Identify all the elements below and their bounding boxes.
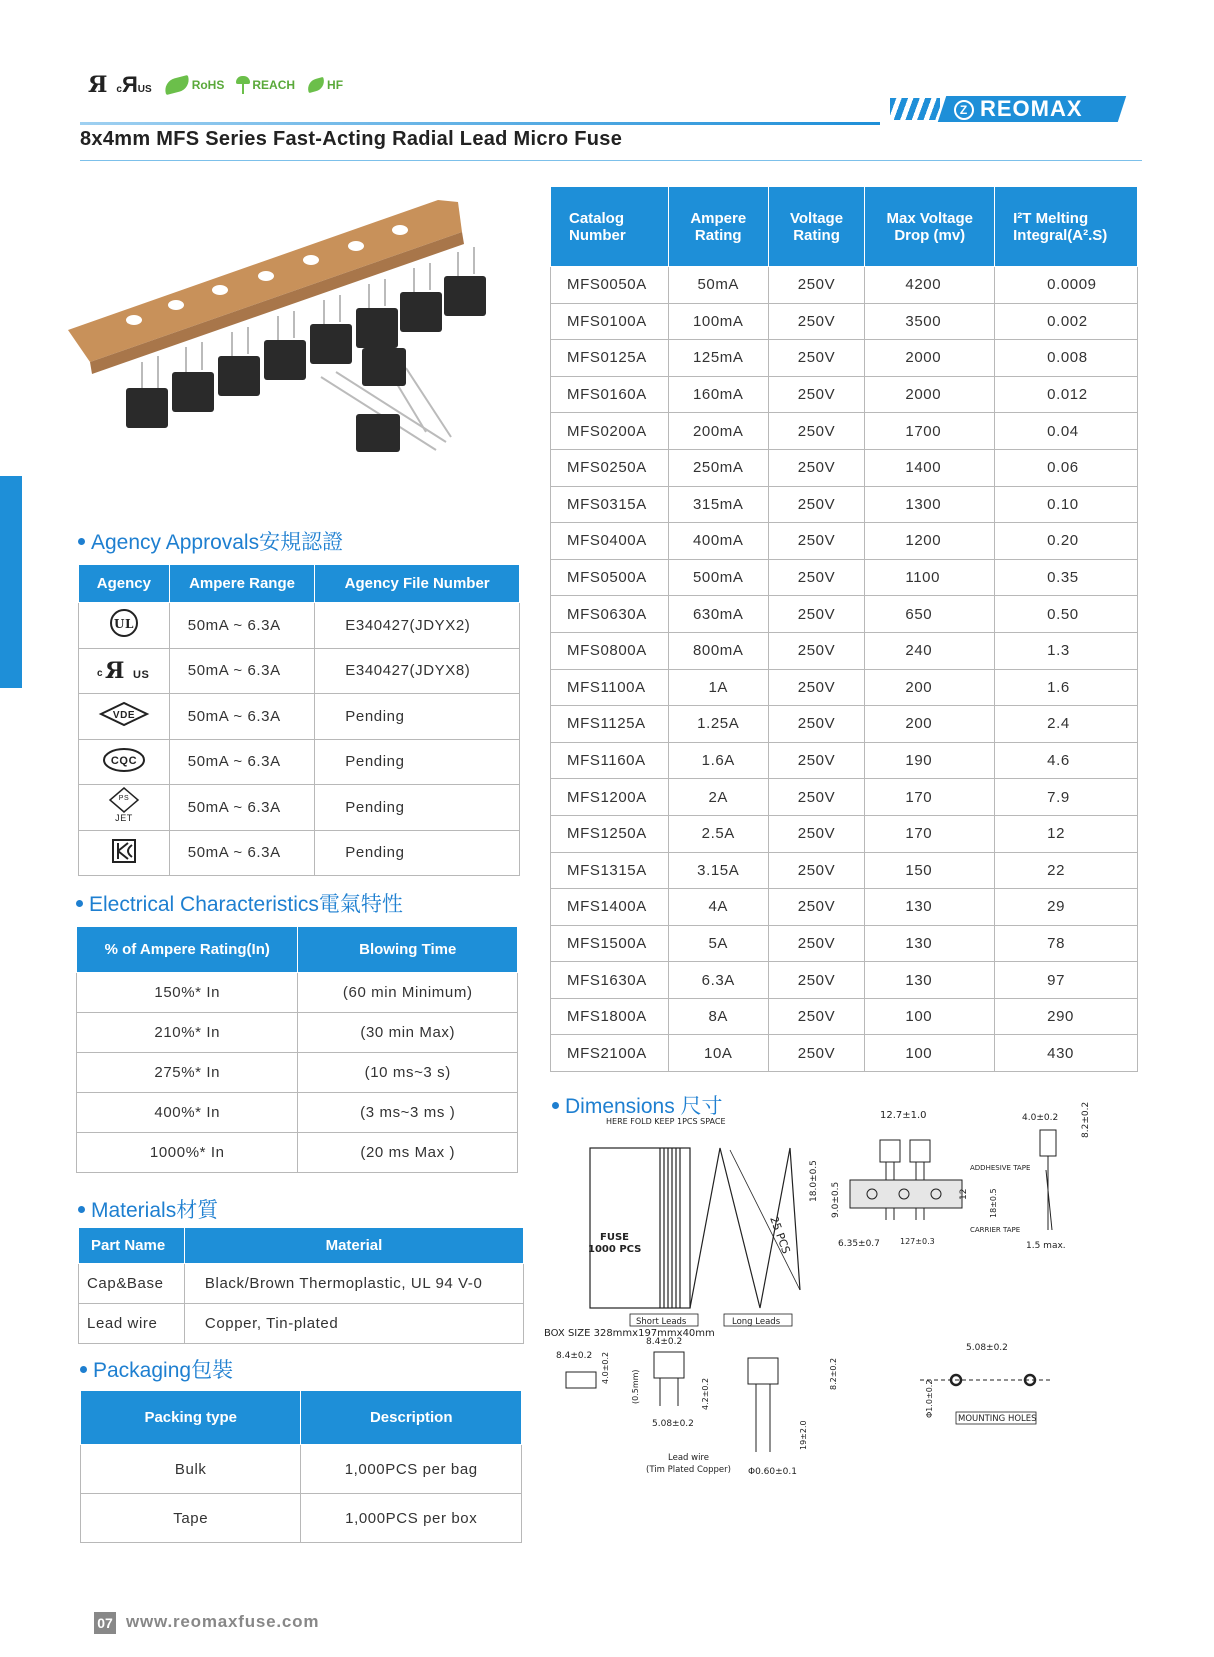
tape-detail-drawing bbox=[850, 1130, 1056, 1230]
table-row: MFS0050A 50mA 250V 4200 0.0009 bbox=[551, 267, 1138, 304]
box-drawing bbox=[590, 1148, 800, 1308]
svg-text:25 PCS: 25 PCS bbox=[767, 1214, 793, 1256]
svg-text:Short Leads: Short Leads bbox=[636, 1317, 687, 1327]
electrical-table bbox=[76, 926, 518, 1173]
table-row: MFS1800A 8A 250V 100 290 bbox=[551, 998, 1138, 1035]
brand-logo: Z REOMAX bbox=[860, 96, 1120, 122]
table-row: Cap&Base Black/Brown Thermoplastic, UL 94 V-0 bbox=[79, 1264, 524, 1304]
svg-text:1000 PCS: 1000 PCS bbox=[588, 1244, 642, 1255]
packaging-heading: Packaging包裝 bbox=[80, 1354, 233, 1384]
header-rule bbox=[80, 122, 880, 125]
table-row: MFS1100A 1A 250V 200 1.6 bbox=[551, 669, 1138, 706]
svg-text:12.7±1.0: 12.7±1.0 bbox=[880, 1110, 927, 1121]
voltage-drop-col-header: Max Voltage Drop (mv) bbox=[865, 187, 995, 267]
long-lead-drawing bbox=[748, 1358, 778, 1452]
svg-text:12: 12 bbox=[959, 1188, 969, 1200]
packing-type-col-header: Packing type bbox=[81, 1391, 301, 1445]
page-number: 07 bbox=[94, 1612, 116, 1634]
packaging-table bbox=[80, 1390, 522, 1543]
materials-table bbox=[78, 1227, 524, 1344]
svg-text:PS: PS bbox=[118, 795, 130, 803]
svg-text:8.2±0.2: 8.2±0.2 bbox=[829, 1357, 838, 1390]
table-row: CQC 50mA ~ 6.3A Pending bbox=[79, 739, 520, 785]
table-row: 1000%* In (20 ms Max ) bbox=[77, 1133, 518, 1173]
table-row: MFS0500A 500mA 250V 1100 0.35 bbox=[551, 559, 1138, 596]
bullet-icon bbox=[80, 1366, 87, 1373]
mounting-holes-drawing bbox=[920, 1375, 1050, 1385]
svg-text:JET: JET bbox=[114, 813, 133, 824]
cqc-icon bbox=[102, 747, 146, 773]
website-link[interactable]: www.reomaxfuse.com bbox=[126, 1612, 320, 1631]
table-row: MFS0400A 400mA 250V 1200 0.20 bbox=[551, 523, 1138, 560]
blowing-time-col-header: Blowing Time bbox=[298, 927, 518, 973]
bullet-icon bbox=[78, 538, 85, 545]
bullet-icon bbox=[78, 1206, 85, 1213]
electrical-heading: Electrical Characteristics電氣特性 bbox=[76, 888, 403, 918]
table-row: MFS1250A 2.5A 250V 170 12 bbox=[551, 815, 1138, 852]
table-row: UL 50mA ~ 6.3A E340427(JDYX2) bbox=[79, 603, 520, 649]
title-divider bbox=[80, 160, 1142, 161]
svg-text:1.5 max.: 1.5 max. bbox=[1026, 1241, 1066, 1251]
ampere-range-col-header: Ampere Range bbox=[169, 565, 314, 603]
svg-text:19±2.0: 19±2.0 bbox=[799, 1420, 808, 1450]
brand-stripes bbox=[890, 98, 940, 120]
svg-text:4.0±0.2: 4.0±0.2 bbox=[601, 1351, 610, 1384]
svg-text:6.35±0.7: 6.35±0.7 bbox=[838, 1239, 880, 1249]
svg-text:MOUNTING HOLES: MOUNTING HOLES bbox=[958, 1414, 1037, 1424]
leaf-icon bbox=[306, 77, 326, 93]
table-row: 50mA ~ 6.3A Pending bbox=[79, 830, 520, 876]
cul-icon bbox=[95, 656, 153, 682]
svg-text:5.08±0.2: 5.08±0.2 bbox=[966, 1343, 1008, 1353]
svg-text:Я: Я bbox=[104, 657, 125, 684]
svg-text:(0.5mm): (0.5mm) bbox=[631, 1369, 640, 1404]
table-row: MFS0630A 630mA 250V 650 0.50 bbox=[551, 596, 1138, 633]
table-row: MFS0250A 250mA 250V 1400 0.06 bbox=[551, 449, 1138, 486]
hf-badge: HF bbox=[307, 78, 343, 92]
table-row: 210%* In (30 min Max) bbox=[77, 1013, 518, 1053]
table-row: MFS1160A 1.6A 250V 190 4.6 bbox=[551, 742, 1138, 779]
svg-text:8.2±0.2: 8.2±0.2 bbox=[1081, 1101, 1091, 1138]
i2t-col-header: I²T Melting Integral(A².S) bbox=[995, 187, 1138, 267]
table-row: MFS0160A 160mA 250V 2000 0.012 bbox=[551, 376, 1138, 413]
certification-logos bbox=[88, 70, 343, 100]
materials-heading: Materials材質 bbox=[78, 1194, 218, 1224]
ul-icon bbox=[109, 608, 139, 638]
ampere-rating-col-header: Ampere Rating bbox=[668, 187, 768, 267]
svg-text:(Tim Plated Copper): (Tim Plated Copper) bbox=[646, 1465, 731, 1475]
table-row: MFS0200A 200mA 250V 1700 0.04 bbox=[551, 413, 1138, 450]
svg-text:CARRIER TAPE: CARRIER TAPE bbox=[970, 1226, 1021, 1234]
table-row: MFS1315A 3.15A 250V 150 22 bbox=[551, 852, 1138, 889]
svg-text:Φ1.0±0.2: Φ1.0±0.2 bbox=[925, 1379, 934, 1418]
svg-text:9.0±0.5: 9.0±0.5 bbox=[831, 1181, 841, 1218]
table-row: MFS0125A 125mA 250V 2000 0.008 bbox=[551, 340, 1138, 377]
bullet-icon bbox=[552, 1102, 559, 1109]
table-row: MFS1500A 5A 250V 130 78 bbox=[551, 925, 1138, 962]
table-row: c Я US 50mA ~ 6.3A E340427(JDYX8) bbox=[79, 648, 520, 694]
description-col-header: Description bbox=[301, 1391, 522, 1445]
side-tab-marker bbox=[0, 476, 22, 688]
svg-text:Long Leads: Long Leads bbox=[732, 1317, 781, 1327]
table-row: Tape 1,000PCS per box bbox=[81, 1494, 522, 1543]
table-row: 275%* In (10 ms~3 s) bbox=[77, 1053, 518, 1093]
table-row: MFS1125A 1.25A 250V 200 2.4 bbox=[551, 706, 1138, 743]
svg-text:8.4±0.2: 8.4±0.2 bbox=[646, 1337, 683, 1347]
table-row: MFS2100A 10A 250V 100 430 bbox=[551, 1035, 1138, 1072]
agency-table bbox=[78, 564, 520, 876]
svg-text:8.4±0.2: 8.4±0.2 bbox=[556, 1351, 593, 1361]
svg-text:VDE: VDE bbox=[112, 710, 136, 722]
cul-recognized-icon: cЯUS bbox=[116, 72, 152, 97]
table-row: MFS0800A 800mA 250V 240 1.3 bbox=[551, 632, 1138, 669]
agency-col-header: Agency bbox=[79, 565, 170, 603]
kc-icon bbox=[110, 837, 138, 865]
svg-text:Φ0.60±0.1: Φ0.60±0.1 bbox=[748, 1467, 797, 1477]
svg-text:18±0.5: 18±0.5 bbox=[989, 1188, 998, 1218]
vde-icon bbox=[99, 701, 149, 727]
table-row: 400%* In (3 ms~3 ms ) bbox=[77, 1093, 518, 1133]
svg-text:Lead wire: Lead wire bbox=[668, 1453, 709, 1463]
svg-text:5.08±0.2: 5.08±0.2 bbox=[652, 1419, 694, 1429]
paper-tape bbox=[68, 200, 462, 362]
ampere-pct-col-header: % of Ampere Rating(In) bbox=[77, 927, 298, 973]
table-row: VDE 50mA ~ 6.3A Pending bbox=[79, 694, 520, 740]
voltage-rating-col-header: Voltage Rating bbox=[768, 187, 865, 267]
table-row: Bulk 1,000PCS per bag bbox=[81, 1445, 522, 1494]
catalog-table bbox=[550, 186, 1138, 1072]
agency-heading: Agency Approvals安規認證 bbox=[78, 526, 343, 556]
svg-text:ADDHESIVE TAPE: ADDHESIVE TAPE bbox=[970, 1164, 1031, 1172]
rohs-badge: RoHS bbox=[164, 78, 225, 92]
table-row: MFS1200A 2A 250V 170 7.9 bbox=[551, 779, 1138, 816]
table-row: PS JET 50mA ~ 6.3A Pending bbox=[79, 785, 520, 831]
tree-icon bbox=[236, 76, 250, 94]
svg-text:UL: UL bbox=[113, 617, 134, 632]
material-col-header: Material bbox=[184, 1228, 523, 1264]
table-row: 150%* In (60 min Minimum) bbox=[77, 973, 518, 1013]
leaf-icon bbox=[162, 75, 191, 95]
page-title: 8x4mm MFS Series Fast-Acting Radial Lead Micro Fuse bbox=[80, 128, 623, 150]
dimensions-heading: Dimensions 尺寸 bbox=[552, 1090, 723, 1120]
svg-text:18.0±0.5: 18.0±0.5 bbox=[809, 1160, 819, 1202]
svg-text:BOX SIZE 328mmx197mmx40mm: BOX SIZE 328mmx197mmx40mm bbox=[544, 1328, 715, 1339]
table-row: MFS1400A 4A 250V 130 29 bbox=[551, 889, 1138, 926]
table-row: MFS0100A 100mA 250V 3500 0.002 bbox=[551, 303, 1138, 340]
reach-badge: REACH bbox=[236, 76, 295, 94]
file-number-col-header: Agency File Number bbox=[315, 565, 520, 603]
table-row: MFS1630A 6.3A 250V 130 97 bbox=[551, 962, 1138, 999]
svg-text:127±0.3: 127±0.3 bbox=[900, 1237, 935, 1246]
table-row: Lead wire Copper, Tin-plated bbox=[79, 1304, 524, 1344]
svg-text:HERE FOLD KEEP 1PCS SPACE: HERE FOLD KEEP 1PCS SPACE bbox=[606, 1117, 726, 1126]
svg-text:c: c bbox=[96, 667, 104, 679]
svg-text:US: US bbox=[132, 668, 150, 681]
table-row: MFS0315A 315mA 250V 1300 0.10 bbox=[551, 486, 1138, 523]
svg-text:4.2±0.2: 4.2±0.2 bbox=[701, 1377, 710, 1410]
part-name-col-header: Part Name bbox=[79, 1228, 185, 1264]
svg-text:CQC: CQC bbox=[110, 754, 138, 767]
product-photo bbox=[66, 192, 546, 482]
bullet-icon bbox=[76, 900, 83, 907]
svg-text:FUSE: FUSE bbox=[600, 1232, 629, 1243]
catalog-number-col-header: Catalog Number bbox=[551, 187, 669, 267]
svg-text:4.0±0.2: 4.0±0.2 bbox=[1022, 1113, 1059, 1123]
ul-recognized-icon: Я bbox=[88, 72, 105, 98]
pse-icon bbox=[106, 786, 142, 824]
